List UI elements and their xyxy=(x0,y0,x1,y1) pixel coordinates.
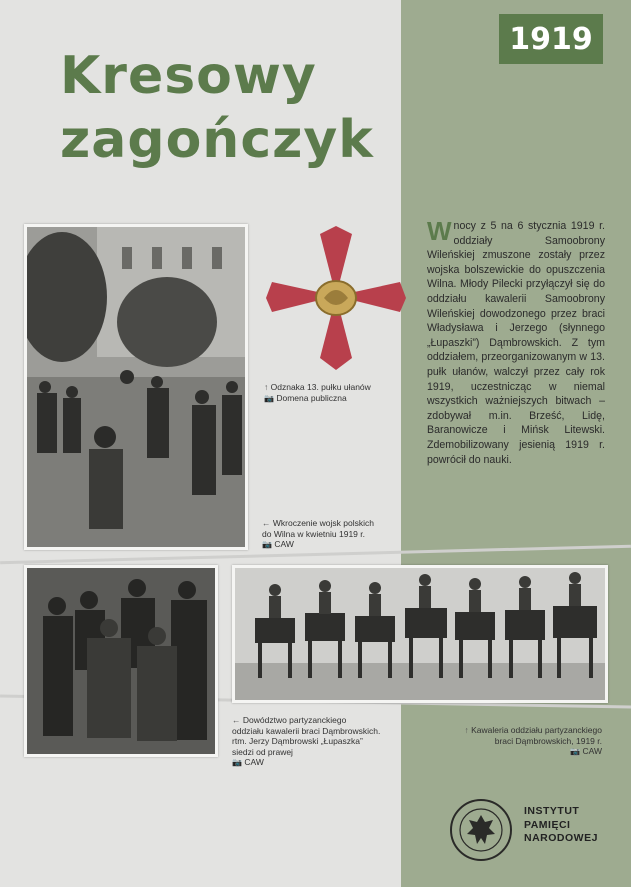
command-group-image xyxy=(27,568,215,754)
arrow-left-icon: ← xyxy=(232,715,241,725)
caption-source: CAW xyxy=(274,539,294,549)
caption-text: siedzi od prawej xyxy=(232,746,293,757)
body-text: nocy z 5 na 6 stycznia 1919 r. oddziały Samoobrony Wileńskiej zmuszone zostały przez wojska bolszewickie do opuszczenia Wilna. Młody Pilecki przyłączył się do oddziału kawalerii Samoobrony Wileńskiej dowodzonego przez braci Władysława i Jerzego (słynnego „Łupaszki”) Dąmbrowskich. Z tym oddziałem, przeorganizowanym w 13. pułk ułanów, walczył przez cały rok 1919, uczestnicząc w niemal wszystkich ważniejszych bitwach – zdobywał m.in. Brześć, Lidę, Baranowicze i Mińsk Litewski. Zdemobilizowany jesienią 1919 r. powrócił do nauki. xyxy=(427,220,605,466)
logo-line-2: PAMIĘCI xyxy=(524,818,571,831)
photo-vilnius-entry xyxy=(24,224,248,550)
caption-text: do Wilna w kwietniu 1919 r. xyxy=(262,528,365,539)
caption-text: braci Dąmbrowskich, 1919 r. xyxy=(494,735,602,746)
camera-icon: 📷 xyxy=(262,540,272,549)
caption-text: oddziału kawalerii braci Dąmbrowskich. xyxy=(232,725,381,736)
caption-text: Wkroczenie wojsk polskich xyxy=(272,518,374,528)
caption-text: Odznaka 13. pułku ułanów xyxy=(270,382,371,392)
badge-13th-uhlan-regiment xyxy=(262,222,410,374)
photo-cavalry xyxy=(232,565,608,703)
caption-text: Dowództwo partyzanckiego xyxy=(242,715,347,725)
arrow-left-icon: ← xyxy=(262,518,271,528)
caption-badge xyxy=(264,382,371,404)
camera-icon: 📷 xyxy=(264,393,274,403)
camera-icon: 📷 xyxy=(232,758,242,767)
caption-text: rtm. Jerzy Dąmbrowski „Łupaszka” xyxy=(232,736,363,746)
body-paragraph xyxy=(427,216,605,467)
ipn-logo-text xyxy=(524,805,598,846)
page-title xyxy=(60,44,374,172)
caption-vilnius-entry xyxy=(262,518,374,551)
camera-icon: 📷 xyxy=(570,747,581,756)
logo-line-3: NARODOWEJ xyxy=(524,832,598,844)
logo-line-1: INSTYTUT xyxy=(524,805,580,817)
caption-cavalry xyxy=(445,725,602,758)
caption-text: Kawaleria oddziału partyzanckiego xyxy=(471,725,602,735)
year-badge: 1919 xyxy=(499,14,603,64)
title-line-2: zagończyk xyxy=(60,110,374,170)
dropcap: W xyxy=(427,216,452,246)
title-line-1: Kresowy xyxy=(60,46,317,106)
caption-source: Domena publiczna xyxy=(276,392,347,403)
arrow-up-icon: ↑ xyxy=(264,382,269,392)
ipn-emblem-icon xyxy=(449,798,513,862)
caption-source: CAW xyxy=(582,746,602,756)
caption-command-group xyxy=(232,715,380,769)
arrow-up-icon: ↑ xyxy=(464,725,469,735)
cavalry-image xyxy=(235,568,605,700)
photo-command-group xyxy=(24,565,218,757)
vilnius-entry-image xyxy=(27,227,245,547)
cross-emblem-icon xyxy=(262,222,410,374)
caption-source: CAW xyxy=(244,757,264,767)
